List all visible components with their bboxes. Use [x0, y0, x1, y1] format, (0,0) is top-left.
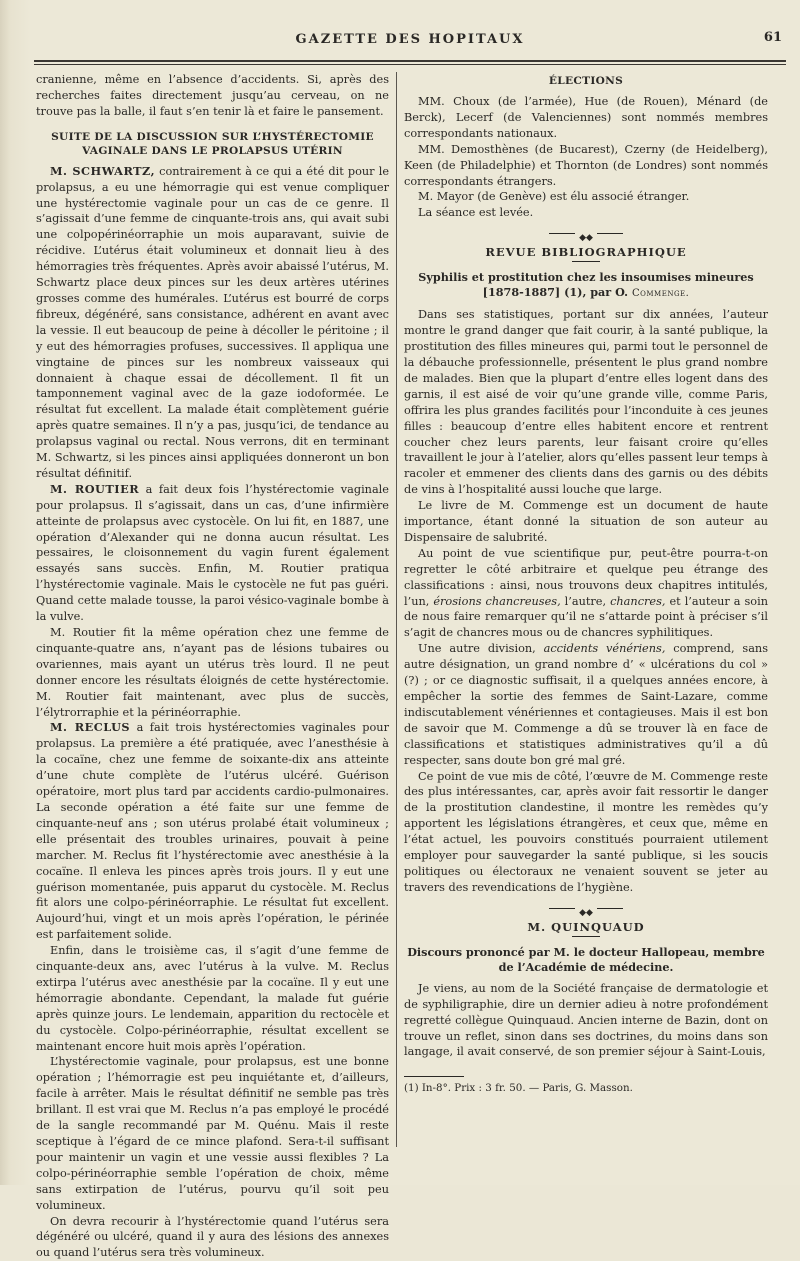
text-run: et l’auteur a soin de nous faire remarquer qu’il ne s’attarde point à préciser s’il s’agit de chancres mous ou de chancres syphilitiques.	[404, 594, 768, 640]
article-title	[404, 270, 768, 301]
paragraph-text: contrairement à ce qui a été dit pour le prolapsus, a eu une hémorragie qui est venue compliquer une hystérectomie vaginale pour un cas de ce genre. Il s’agissait d’une femme de cinquante-trois ans, qui avait subi une colpopérinéorraphie un mois auparavant, suivie de récidive. L’utérus était volumineux et donnait lieu à des hémorragies très fréquentes. Après avoir abaissé l’utérus, M. Schwartz place deux pinces sur les deux artères utérines grosses comme des humérales. L’utérus est bourré de corps fibreux, dégénéré, sans consistance, adhérent en avant avec la vessie. Il eut beaucoup de peine à décoller le péritoine ; il y eut des hémorragies profuses, successives. Il appliqua une vingtaine de pinces sur les nombreux vaisseaux qui donnaient à chaque essai de décollement. Il fit un tamponnement vaginal avec de la gaze iodoformée. Le résultat fut excellent. La malade était complètement guérie après quatre semaines. Il n’y a pas, jusqu’ici, de tendance au prolapsus vaginal ou rectal. Nous verrons, dit en terminant M. Schwartz, si les pinces ainsi appliquées donneront un bon résultat définitif.	[36, 164, 389, 480]
elections-heading: ÉLECTIONS	[548, 75, 624, 87]
paragraph: MM. Demosthènes (de Bucarest), Czerny (de Heidelberg), Keen (de Philadelphie) et Thornton (de Londres) sont nommés correspondants étrangers.	[404, 142, 768, 188]
paragraph: Je viens, au nom de la Société française de dermatologie et de syphiligraphie, dire un dernier adieu à notre profondément regretté collègue Quinquaud. Ancien interne de Bazin, dont on trouve un reflet, sinon dans ses doctrines, du moins dans son langage, il avait conservé, de son premier séjour à Saint-Louis,	[404, 981, 768, 1059]
paragraph: L’hystérectomie vaginale, pour prolapsus, est une bonne opération ; l’hémorragie est peu inquiétante et, d’ailleurs, facile à arrêter. Mais le résultat définitif ne semble pas très brillant. Il est vrai que M. Reclus n’a pas employé le procédé de la sangle recommandé par M. Quénu. Mais il reste sceptique à l’égard de ce mince plafond. Sera-t-il suffisant pour maintenir un vagin et une vessie aussi flexibles ? La colpo-périnéorraphie semble l’opération de choix, même sans extirpation de l’utérus, pourvu qu’il soit peu volumineux.	[36, 1055, 389, 1212]
article-title-text: Syphilis et prostitution chez les insoumises mineures [1878-1887] (1), par O.	[418, 270, 754, 300]
speaker-name: M. RECLUS	[50, 720, 131, 735]
speaker-name: M. ROUTIER	[50, 481, 140, 496]
speaker-name: M. SCHWARTZ,	[50, 163, 156, 178]
left-column	[36, 72, 389, 1261]
paragraph	[404, 641, 768, 768]
ornament-divider: ◆◆	[404, 904, 768, 914]
paragraph-text: a fait trois hystérectomies vaginales pour prolapsus. La première a été pratiquée, avec l’anesthésie à la cocaïne, chez une femme de soixante-dix ans atteinte d’une chute complète de l’utérus ulcéré. Guérison opératoire, mort plus tard par accidents cardio-pulmonaires. La seconde opération a été faite sur une femme de cinquante-neuf ans ; son utérus prolabé était volumineux ; elle présentait des troubles urinaires, pouvait à peine marcher. M. Reclus fit l’hystérectomie avec anesthésie à la cocaïne. Il enleva les pinces après trois jours. Il y eut une guérison momentanée, puis apparut du cystocèle. M. Reclus fit alors une colpo-périnéorraphie. Le résultat fut excellent. Aujourd’hui, vingt et un mois après l’opération, le périnée est parfaitement solide.	[36, 721, 389, 942]
paragraph: Dans ses statistiques, portant sur dix années, l’auteur montre le grand danger que fait courir, à la santé publique, la prostitution des filles mineures qui, parmi tout le personnel de la débauche professionnelle, présentent le plus grand nombre de malades. Bien que la plupart d’entre elles logent dans des garnis, il est aisé de voir qu’une grande ville, comme Paris, offrira les plus grandes facilités pour l’inconduite à ces jeunes filles : beaucoup d’entre elles habitent encore et rentrent coucher chez leurs parents, leur faisant croire qu’elles travaillent le jour à l’atelier, alors qu’elles passent leur temps à racoler et emmener des clients dans des garnis ou des débits de vins à l’hospitalité aussi louche que large.	[404, 308, 768, 497]
paragraph: Enfin, dans le troisième cas, il s’agit d’une femme de cinquante-deux ans, avec l’utérus à la vulve. M. Reclus extirpa l’utérus avec anesthésie par la cocaïne. Il y eut une hémorragie abondante. Cependant, la malade fut guérie après quinze jours. Le lendemain, apparition du rectocèle et du cystocèle. Colpo-périnéorraphie, résultat excellent se maintenant encore huit mois après l’opération.	[36, 944, 389, 1053]
paragraph: La séance est levée.	[418, 206, 534, 220]
footnote: (1) In-8°. Prix : 3 fr. 50. — Paris, G. Masson.	[404, 1082, 633, 1095]
paragraph: M. Mayor (de Genève) est élu associé étranger.	[418, 190, 690, 204]
header-rule	[34, 60, 786, 62]
page-number: 61	[763, 30, 782, 45]
text-run: l’autre,	[560, 594, 611, 608]
text-run: Au point de vue scientifique pur, peut-être pourra-t-on regretter le côté arbitraire et quelque peu étrange des classifications : ainsi, nous trouvons deux chapitres intitulés, l’un,	[404, 546, 768, 608]
paragraph-routier	[36, 482, 389, 625]
italic-run: accidents vénériens,	[543, 642, 666, 656]
article-author: Commenge.	[631, 288, 690, 300]
paragraph: M. Routier fit la même opération chez une femme de cinquante-quatre ans, n’ayant pas de lésions tubaires ou ovariennes, mais ayant un utérus très lourd. Il ne peut donner encore les résultats éloignés de cette hystérectomie. M. Routier fait maintenant, avec plus de succès, l’élytrorraphie et la périnéorraphie.	[36, 626, 389, 719]
paragraph-reclus	[36, 720, 389, 943]
paragraph: cranienne, même en l’absence d’accidents. Si, après des recherches faites directement jusqu’au cerveau, on ne trouve pas la balle, il faut s’en tenir là et faire le pansement.	[36, 73, 389, 118]
page-header	[34, 28, 786, 68]
footnote-rule	[404, 1076, 464, 1077]
header-rule-thin	[34, 64, 786, 65]
discours-title: Discours prononcé par M. le docteur Hallopeau, membre de l’Académie de médecine.	[407, 944, 765, 974]
short-rule	[572, 261, 600, 262]
quinquaud-heading: M. QUINQUAUD	[527, 919, 645, 934]
paragraph: MM. Choux (de l’armée), Hue (de Rouen), Ménard (de Berck), Lecerf (de Valenciennes) sont nommés membres correspondants nationaux.	[404, 95, 768, 140]
paragraph: Le livre de M. Commenge est un document de haute importance, étant donné la situation de son auteur au Dispensaire de salubrité.	[404, 499, 768, 544]
paragraph: On devra recourir à l’hystérectomie quand l’utérus sera dégénéré ou ulcéré, quand il y aura des lésions des annexes ou quand l’utérus sera très volumineux.	[36, 1214, 389, 1260]
journal-title: GAZETTE DES HOPITAUX	[295, 32, 525, 47]
column-divider	[396, 72, 397, 1147]
text-run: Une autre division,	[418, 642, 544, 656]
paragraph-schwartz	[36, 164, 389, 482]
text-run: comprend, sans autre désignation, un grand nombre d’ « ulcérations du col » (?) ; or ce diagnostic suffisait, il a quelques années encore, à empêcher la sortie des femmes de Saint-Lazare, comme indiscutablement vénériennes et contagieuses. Mais il est bon de savoir que M. Commenge a dû se trouver là en face de classifications et statistiques administratives qu’il a dû respecter, sans doute bon gré mal gré.	[404, 642, 769, 767]
paragraph-text: a fait deux fois l’hystérectomie vaginale pour prolapsus. Il s’agissait, dans un cas, d’une infirmière atteinte de prolapsus avec cystocèle. On lui fit, en 1887, une opération d’Alexander qui ne donna aucun résultat. Les pessaires, le cloisonnement du vagin furent également essayés sans succès. Enfin, M. Routier pratiqua l’hystérectomie vaginale. Mais le cystocèle ne fut pas guéri. Quand cette malade tousse, la paroi vésico-vaginale bombe à la vulve.	[36, 482, 389, 624]
ornament-divider: ◆◆	[404, 229, 768, 239]
italic-run: chancres,	[610, 594, 666, 608]
section-heading: SUITE DE LA DISCUSSION SUR L’HYSTÉRECTOMIE VAGINALE DANS LE PROLAPSUS UTÉRIN	[51, 130, 374, 157]
short-rule	[572, 936, 600, 937]
paragraph	[404, 546, 768, 641]
italic-run: érosions chancreuses,	[433, 594, 561, 608]
right-column	[404, 72, 768, 1097]
paragraph: Ce point de vue mis de côté, l’œuvre de M. Commenge reste des plus intéressantes, car, après avoir fait ressortir le danger de la prostitution clandestine, il montre les remèdes qu’y apportent les législations étrangères, et ceux que, même en l’état actuel, les pouvoirs constitués pourraient utilement employer pour sauvegarder la santé publique, si les soucis politiques ou électoraux ne venaient souvent se jeter au travers des revendications de l’hygiène.	[404, 769, 768, 894]
revue-heading: REVUE BIBLIOGRAPHIQUE	[485, 245, 687, 260]
